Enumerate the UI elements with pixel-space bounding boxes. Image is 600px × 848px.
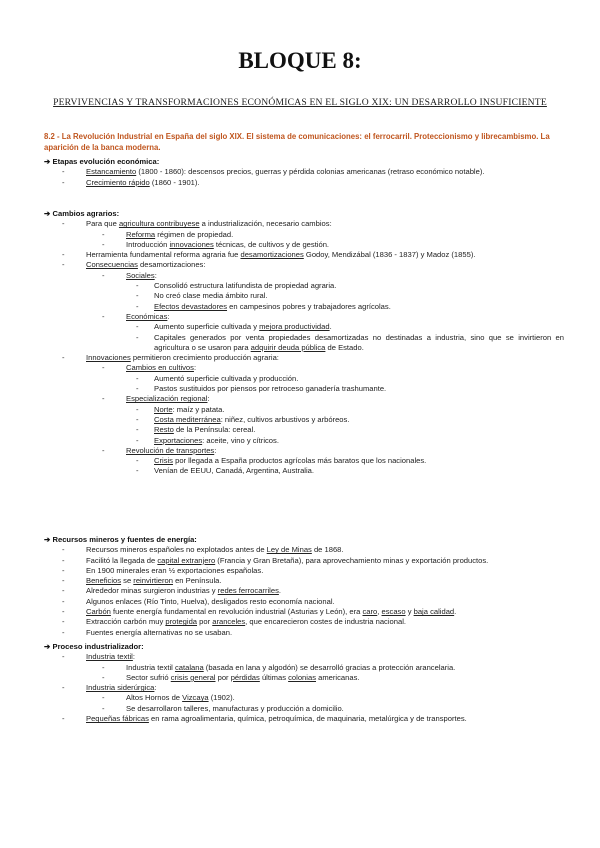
list-item: - Industria textil catalana (basada en lana y algodón) se desarrolló gracias a protección arancelaria. bbox=[102, 662, 456, 672]
list-item: - Exportaciones: aceite, vino y cítricos. bbox=[136, 435, 279, 445]
agrarios-heading: ➔ Cambios agrarios: bbox=[44, 209, 120, 218]
list-item: - Consecuencias desamortizaciones: bbox=[62, 260, 206, 270]
list-item: - Innovaciones permitieron crecimiento producción agraria: bbox=[62, 353, 279, 363]
list-item: - Pequeñas fábricas en rama agroalimentaria, química, petroquímica, de maquinaria, metalúrgica y de transportes. bbox=[62, 714, 467, 724]
list-item: - No creó clase media ámbito rural. bbox=[136, 291, 268, 301]
etapas-heading: ➔ Etapas evolución económica: bbox=[44, 157, 160, 166]
etapas-list bbox=[44, 167, 564, 188]
list-item: - Económicas: bbox=[102, 311, 170, 321]
list-item: - Beneficios se reinvirtieron en Península. bbox=[62, 576, 222, 586]
page-subtitle bbox=[0, 98, 600, 108]
list-item: - Industria siderúrgica: bbox=[62, 683, 157, 693]
list-item: - Industria textil: bbox=[62, 652, 135, 662]
list-item: - Capitales generados por venta propiedades desamortizadas no destinadas a industria, sino que se invirtieron en agricultura o se usaron para adquirir deuda pública de Estado. bbox=[136, 332, 564, 352]
list-item: - Crecimiento rápido (1860 - 1901). bbox=[62, 177, 200, 187]
agrarios-list bbox=[44, 219, 564, 476]
subtitle-text: PERVIVENCIAS Y TRANSFORMACIONES ECONÓMICAS EN EL SIGLO XIX: UN DESARROLLO INSUFICIENTE bbox=[53, 97, 547, 108]
list-item: - Especialización regional: bbox=[102, 394, 210, 404]
list-item: - Aumentó superficie cultivada y producción. bbox=[136, 373, 299, 383]
list-item: - Crisis por llegada a España productos agrícolas más baratos que los nacionales. bbox=[136, 456, 427, 466]
list-item: - Facilitó la llegada de capital extranjero (Francia y Gran Bretaña), para aprovechamiento minas y exportación productos. bbox=[62, 555, 489, 565]
mineros-list bbox=[44, 545, 564, 638]
list-item: - Efectos devastadores en campesinos pobres y trabajadores agrícolas. bbox=[136, 301, 391, 311]
list-item: - Para que agricultura contribuyese a industrialización, necesario cambios: bbox=[62, 219, 332, 229]
list-item: - Recursos mineros españoles no explotados antes de Ley de Minas de 1868. bbox=[62, 545, 344, 555]
list-item: - Pastos sustituidos por piensos por retroceso ganadería trashumante. bbox=[136, 384, 387, 394]
proceso-block bbox=[44, 642, 564, 724]
list-item: - Fuentes energía alternativas no se usaban. bbox=[62, 627, 233, 637]
section-heading: 8.2 - La Revolución Industrial en España del siglo XIX. El sistema de comunicaciones: el ferrocarril. Proteccionismo y librecambismo. La aparición de la banca moderna. bbox=[44, 132, 550, 152]
list-item: - En 1900 minerales eran ½ exportaciones españolas. bbox=[62, 565, 264, 575]
list-item: - Introducción innovaciones técnicas, de cultivos y de gestión. bbox=[102, 239, 330, 249]
page-title: BLOQUE 8: bbox=[238, 48, 362, 73]
list-item: - Venían de EEUU, Canadá, Argentina, Australia. bbox=[136, 466, 314, 476]
list-item: - Se desarrollaron talleres, manufacturas y producción a domicilio. bbox=[102, 703, 344, 713]
list-item: - Reforma régimen de propiedad. bbox=[102, 229, 234, 239]
list-item: - Costa mediterránea: niñez, cultivos arbustivos y arbóreos. bbox=[136, 414, 350, 424]
list-item: - Alrededor minas surgieron industrias y redes ferrocarriles. bbox=[62, 586, 282, 596]
proceso-heading: ➔ Proceso industrializador: bbox=[44, 642, 144, 651]
proceso-list bbox=[44, 652, 564, 724]
list-item: - Altos Hornos de Vizcaya (1902). bbox=[102, 693, 235, 703]
list-item: - Extracción carbón muy protegida por aranceles, que encarecieron costes de industria nacional. bbox=[62, 617, 407, 627]
mineros-heading: ➔ Recursos mineros y fuentes de energía: bbox=[44, 535, 197, 544]
list-item: - Sector sufrió crisis general por pérdidas últimas colonias americanas. bbox=[102, 672, 360, 682]
list-item: - Revolución de transportes: bbox=[102, 445, 217, 455]
list-item: - Algunos enlaces (Río Tinto, Huelva), desligados resto economía nacional. bbox=[62, 596, 335, 606]
list-item: - Herramienta fundamental reforma agraria fue desamortizaciones Godoy, Mendizábal (1836 - 1837) y Madoz (1855). bbox=[62, 250, 476, 260]
mineros-block bbox=[44, 535, 564, 638]
list-item: - Estancamiento (1800 - 1860): descensos precios, guerras y pérdida colonias americanas (retraso económico notable). bbox=[62, 167, 485, 177]
list-item: - Resto de la Península: cereal. bbox=[136, 425, 256, 435]
agrarios-block bbox=[44, 209, 564, 477]
list-item: - Aumento superficie cultivada y mejora productividad. bbox=[136, 322, 332, 332]
list-item: - Consolidó estructura latifundista de propiedad agraria. bbox=[136, 281, 337, 291]
etapas-block bbox=[44, 157, 564, 188]
list-item: - Cambios en cultivos: bbox=[102, 363, 197, 373]
list-item: - Norte: maíz y patata. bbox=[136, 404, 225, 414]
list-item: - Carbón fuente energía fundamental en revolución industrial (Asturias y León), era caro, escaso y baja calidad. bbox=[62, 607, 457, 617]
list-item: - Sociales: bbox=[102, 270, 157, 280]
